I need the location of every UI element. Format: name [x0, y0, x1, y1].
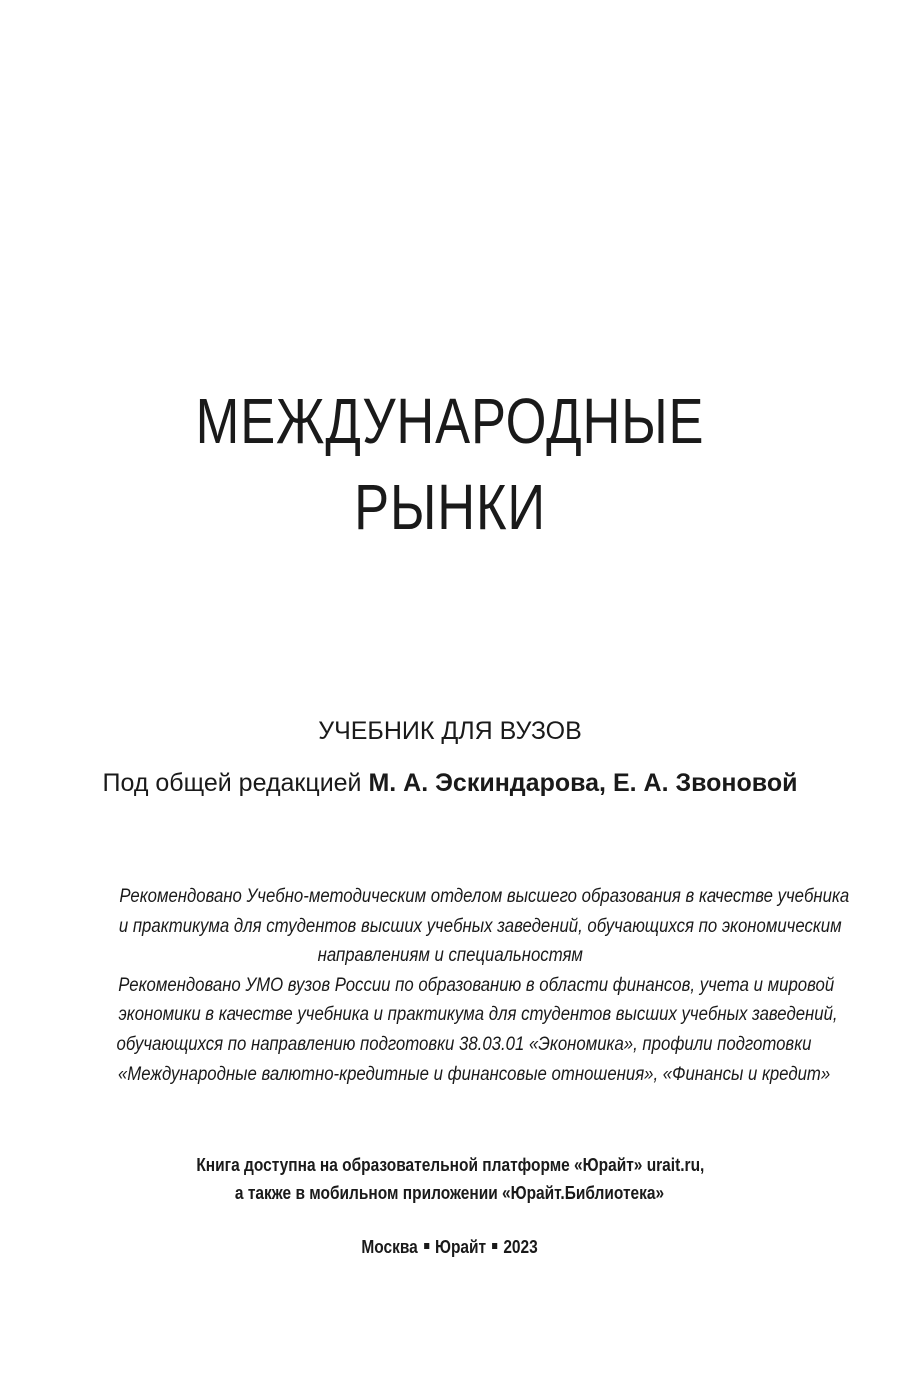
book-subtitle: УЧЕБНИК ДЛЯ ВУЗОВ [318, 717, 582, 745]
recommendation-line-text: обучающихся по направлению подготовки 38.03.01 «Экономика», профили подготовки [116, 1032, 812, 1055]
availability-line [0, 1151, 900, 1179]
book-title-line-1: МЕЖДУНАРОДНЫЕ [195, 385, 705, 457]
availability-note [0, 1151, 900, 1207]
recommendation-line [60, 1000, 840, 1030]
recommendation-line-text: и практикума для студентов высших учебных заведений, обучающихся по экономическим [118, 914, 842, 937]
recommendation-line [60, 1060, 840, 1090]
availability-line-text: а также в мобильном приложении «Юрайт.Библиотека» [235, 1183, 665, 1203]
square-bullet-icon [493, 1243, 498, 1249]
editors-line [0, 768, 900, 798]
recommendation-line [60, 1030, 840, 1060]
imprint-line [0, 1235, 900, 1259]
availability-line-text: Книга доступна на образовательной платформе «Юрайт» urait.ru, [196, 1155, 704, 1175]
recommendation-line-text: Рекомендовано Учебно-методическим отделом высшего образования в качестве учебника [119, 885, 850, 907]
recommendation-line-text: «Международные валютно-кредитные и финансовые отношения», «Финансы и кредит» [117, 1062, 831, 1085]
imprint-city: Москва [361, 1237, 419, 1257]
recommendation-line [60, 941, 840, 971]
availability-line [0, 1179, 900, 1207]
imprint-year: 2023 [503, 1237, 539, 1257]
book-title-line-2: РЫНКИ [354, 471, 546, 543]
recommendation-line [60, 882, 850, 912]
recommendation-line [60, 912, 840, 942]
recommendation-line-text: направлениям и специальностям [317, 944, 583, 967]
recommendation-line-text: экономики в качестве учебника и практикума для студентов высших учебных заведений, [118, 1003, 838, 1026]
imprint-publisher: Юрайт [435, 1237, 487, 1257]
recommendation-line-text: Рекомендовано УМО вузов России по образованию в области финансов, учета и мировой [118, 973, 835, 996]
editors-names: М. А. Эскиндарова, Е. А. Звоновой [368, 769, 798, 797]
imprint-text [362, 1235, 538, 1259]
square-bullet-icon [424, 1243, 429, 1249]
recommendations-block [60, 882, 850, 1089]
editors-prefix: Под общей редакцией [102, 769, 369, 797]
recommendation-line [60, 971, 840, 1001]
